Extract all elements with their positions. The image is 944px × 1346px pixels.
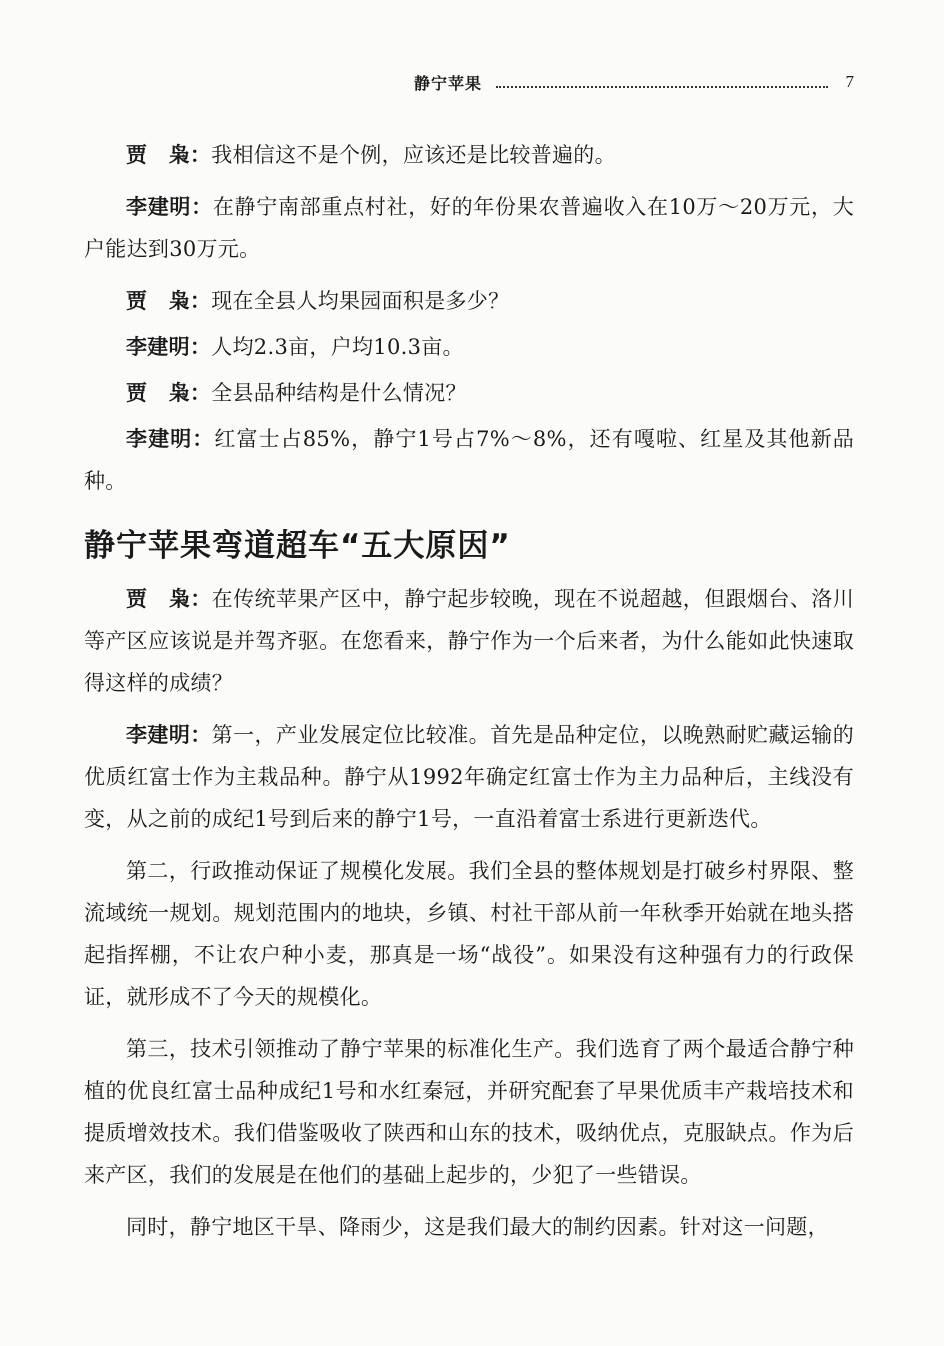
speaker-label: 李建明： [126,427,215,451]
dialogue-paragraph [84,578,854,704]
paragraph-text: 全县品种结构是什么情况？ [211,381,467,405]
section-heading: 静宁苹果弯道超车“五大原因” [84,528,511,564]
paragraph-text: 我相信这不是个例，应该还是比较普遍的。 [211,143,616,167]
paragraph-text: 第二，行政推动保证了规模化发展。我们全县的整体规划是打破乡村界限、整流域统一规划。规划范围内的地块，乡镇、村社干部从前一年秋季开始就在地头搭起指挥棚，不让农户种小麦，那真是一场“战役”。如果没有这种强有力的行政保证，就形成不了今天的规模化。 [84,859,854,1009]
header-title: 静宁苹果 [414,73,483,93]
dialogue-paragraph [84,714,854,840]
speaker-label: 李建明： [126,723,212,747]
speaker-label: 李建明： [126,335,212,359]
dialogue-paragraph [84,280,854,322]
dialogue-paragraph [84,418,854,502]
speaker-label: 贾 枭： [126,381,212,405]
paragraph-text: 第一，产业发展定位比较准。首先是品种定位，以晚熟耐贮藏运输的优质红富士作为主栽品种。静宁从1992年确定红富士作为主力品种后，主线没有变，从之前的成纪1号到后来的静宁1号，一直沿着富士系进行更新迭代。 [84,723,855,831]
paragraph-text: 同时，静宁地区干旱、降雨少，这是我们最大的制约因素。针对这一问题， [126,1215,829,1239]
paragraph-text: 在静宁南部重点村社，好的年份果农普遍收入在10万～20万元，大户能达到30万元。 [84,195,855,261]
dialogue-paragraph [84,326,854,368]
page-body [84,134,854,1248]
paragraph-text: 第三，技术引领推动了静宁苹果的标准化生产。我们选育了两个最适合静宁种植的优良红富士品种成纪1号和水红秦冠，并研究配套了早果优质丰产栽培技术和提质增效技术。我们借鉴吸收了陕西和山东的技术，吸纳优点，克服缺点。作为后来产区，我们的发展是在他们的基础上起步的，少犯了一些错误。 [84,1037,854,1187]
dialogue-paragraph [84,134,854,176]
body-paragraph [84,850,854,1018]
speaker-label: 贾 枭： [126,143,212,167]
speaker-label: 李建明： [126,195,213,219]
speaker-label: 贾 枭： [126,289,212,313]
body-paragraph [84,1206,854,1248]
running-header [414,68,854,96]
body-paragraph [84,1028,854,1196]
speaker-label: 贾 枭： [126,587,212,611]
paragraph-text: 现在全县人均果园面积是多少？ [211,289,510,313]
paragraph-text: 人均2.3亩，户均10.3亩。 [211,335,464,359]
paragraph-text: 红富士占85%，静宁1号占7%～8%，还有嘎啦、红星及其他新品种。 [84,427,855,493]
dialogue-paragraph [84,186,854,270]
paragraph-text: 在传统苹果产区中，静宁起步较晚，现在不说超越，但跟烟台、洛川等产区应该说是并驾齐驱。在您看来，静宁作为一个后来者，为什么能如此快速取得这样的成绩？ [84,587,855,695]
page-number: 7 [845,72,854,91]
header-leader-dots [496,84,827,88]
dialogue-paragraph [84,372,854,414]
